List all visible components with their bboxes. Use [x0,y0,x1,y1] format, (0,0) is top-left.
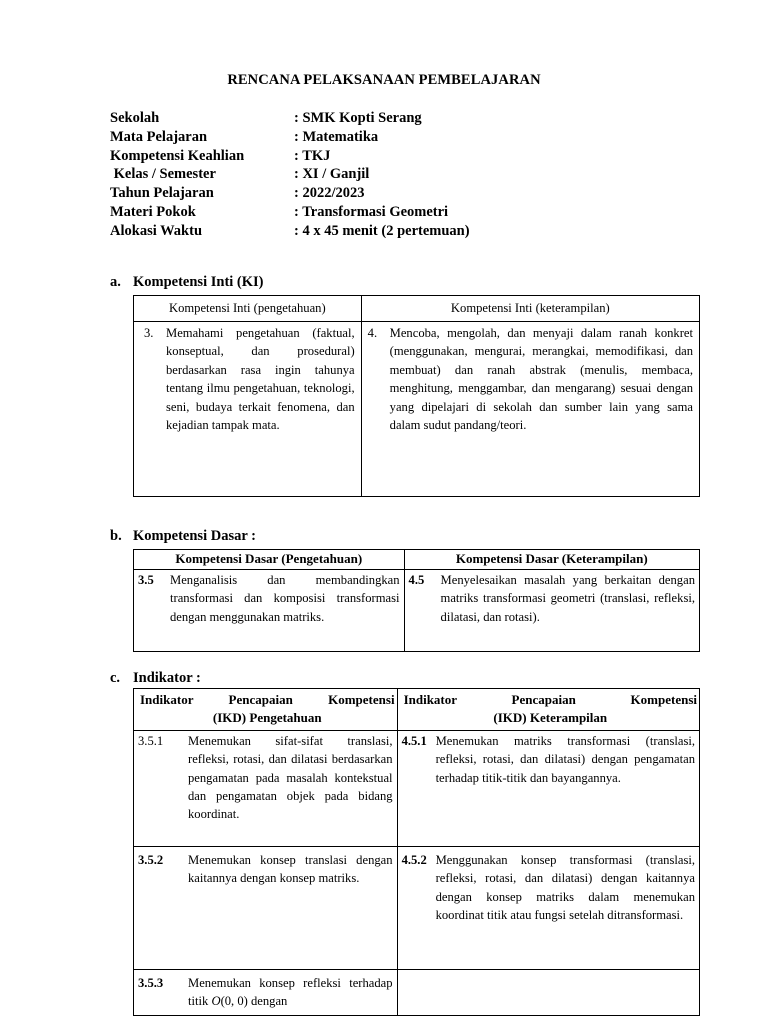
column-header: Kompetensi Dasar (Keterampilan) [404,550,699,570]
column-header [397,689,699,731]
table-row [134,570,700,652]
item-text: Menganalisis dan membandingkan transformasi dan komposisi transformasi dengan menggunakan matriks. [170,573,400,624]
column-header-line: (IKD) Keterampilan [493,710,608,726]
column-header [134,689,398,731]
section-heading-kd [110,528,256,545]
table-row [134,846,700,969]
info-row-keahlian [110,147,670,166]
item-text: Menemukan matriks transformasi (translasi, refleksi, rotasi, dan dilatasi) dengan pengamatan terhadap titik-titik dan bayangannya. [435,733,695,785]
column-header: Kompetensi Inti (keterampilan) [361,296,699,322]
table-cell [134,730,398,846]
item-text-part: Menemukan konsep refleksi terhadap titik [188,975,393,1009]
info-row-tahun [110,184,670,203]
item-text: Menemukan sifat-sifat translasi, refleksi, rotasi, dan dilatasi berdasarkan pengamatan pada masalah kontekstual dan pengamatan objek pada bidang koordinat. [188,733,393,822]
item-number: 3.5 [138,573,154,587]
info-row-alokasi [110,222,670,241]
table-row [134,730,700,846]
info-value: : Transformasi Geometri [294,203,449,220]
info-label: Tahun Pelajaran [110,185,214,202]
info-label: Alokasi Waktu [110,222,203,239]
section-title: Kompetensi Dasar : [133,528,256,544]
item-text: Memahami pengetahuan (faktual, konseptual, dan prosedural) berdasarkan rasa ingin tahunya tentang ilmu pengetahuan, teknologi, seni, budaya terkait fenomena, dan kejadian tampak mata. [166,326,355,433]
table-row [134,322,700,497]
info-value: : TKJ [294,147,331,164]
table-header-row [134,550,700,570]
page-title: RENCANA PELAKSANAAN PEMBELAJARAN [227,72,541,88]
identity-block [110,109,670,241]
item-number: 3.5.3 [138,975,164,990]
info-label: Materi Pokok [110,203,196,220]
table-kompetensi-inti [133,295,700,497]
section-letter: b. [110,528,122,544]
info-value: : 2022/2023 [294,185,365,202]
table-cell-empty [397,969,699,1015]
table-header-row [134,689,700,731]
table-indikator [133,688,700,1016]
section-letter: c. [110,670,121,686]
info-label: Kelas / Semester [110,166,216,183]
table-kompetensi-dasar [133,549,700,652]
table-cell [134,969,398,1015]
variable-symbol: O [211,994,221,1009]
table-cell [134,570,405,652]
info-label: Mata Pelajaran [110,128,208,145]
info-value: : Matematika [294,128,379,145]
item-number: 4.5 [408,573,425,587]
section-heading-ki [110,274,264,291]
item-number: 3.5.1 [138,733,164,748]
item-number: 4.5.1 [401,733,427,748]
column-header-line: Indikator Pencapaian Kompetensi [140,692,395,707]
info-label: Kompetensi Keahlian [110,147,245,164]
info-row-kelas [110,165,670,184]
info-value: : XI / Ganjil [294,166,370,183]
item-number: 4.5.2 [401,852,427,867]
table-header-row [134,296,700,322]
info-value: : SMK Kopti Serang [294,110,422,126]
table-row [134,969,700,1015]
column-header: Kompetensi Dasar (Pengetahuan) [134,550,405,570]
table-cell [361,322,699,497]
item-text [188,974,393,1011]
info-label: Sekolah [110,110,160,126]
section-heading-indikator [110,670,201,687]
info-value: : 4 x 45 menit (2 pertemuan) [294,222,470,239]
table-cell [134,322,362,497]
item-number: 3.5.2 [138,852,164,867]
section-title: Indikator : [133,670,201,686]
item-text: Menggunakan konsep transformasi (translasi, refleksi, rotasi, dan dilatasi) dengan kaitannya dengan konsep matriks dalam menemukan koordinat titik atau fungsi setelah ditransformasi. [435,852,695,923]
column-header-line: Indikator Pencapaian Kompetensi [403,692,697,707]
info-row-sekolah [110,109,670,128]
column-header-line: (IKD) Pengetahuan [212,710,322,726]
item-text-part: (0, 0) dengan [220,994,288,1009]
column-header: Kompetensi Inti (pengetahuan) [134,296,362,322]
item-text: Menemukan konsep translasi dengan kaitannya dengan konsep matriks. [188,852,393,886]
info-row-mapel [110,128,670,147]
table-cell [397,730,699,846]
section-letter: a. [110,274,121,290]
table-cell [397,846,699,969]
item-text: Mencoba, mengolah, dan menyaji dalam ranah konkret (menggunakan, mengurai, merangkai, memodifikasi, dan membuat) dan ranah abstrak (menulis, membaca, menghitung, menggambar, dan mengarang) sesuai dengan yang dipelajari di sekolah dan sumber lain yang sama dalam sudut pandang/teori. [389,326,693,433]
item-number: 4. [367,326,378,340]
item-text: Menyelesaikan masalah yang berkaitan dengan matriks transformasi geometri (translasi, refleksi, dilatasi, dan rotasi). [440,573,695,624]
item-number: 3. [144,326,154,340]
table-cell [134,846,398,969]
table-cell [404,570,699,652]
section-title: Kompetensi Inti (KI) [133,274,264,290]
info-row-materi [110,203,670,222]
